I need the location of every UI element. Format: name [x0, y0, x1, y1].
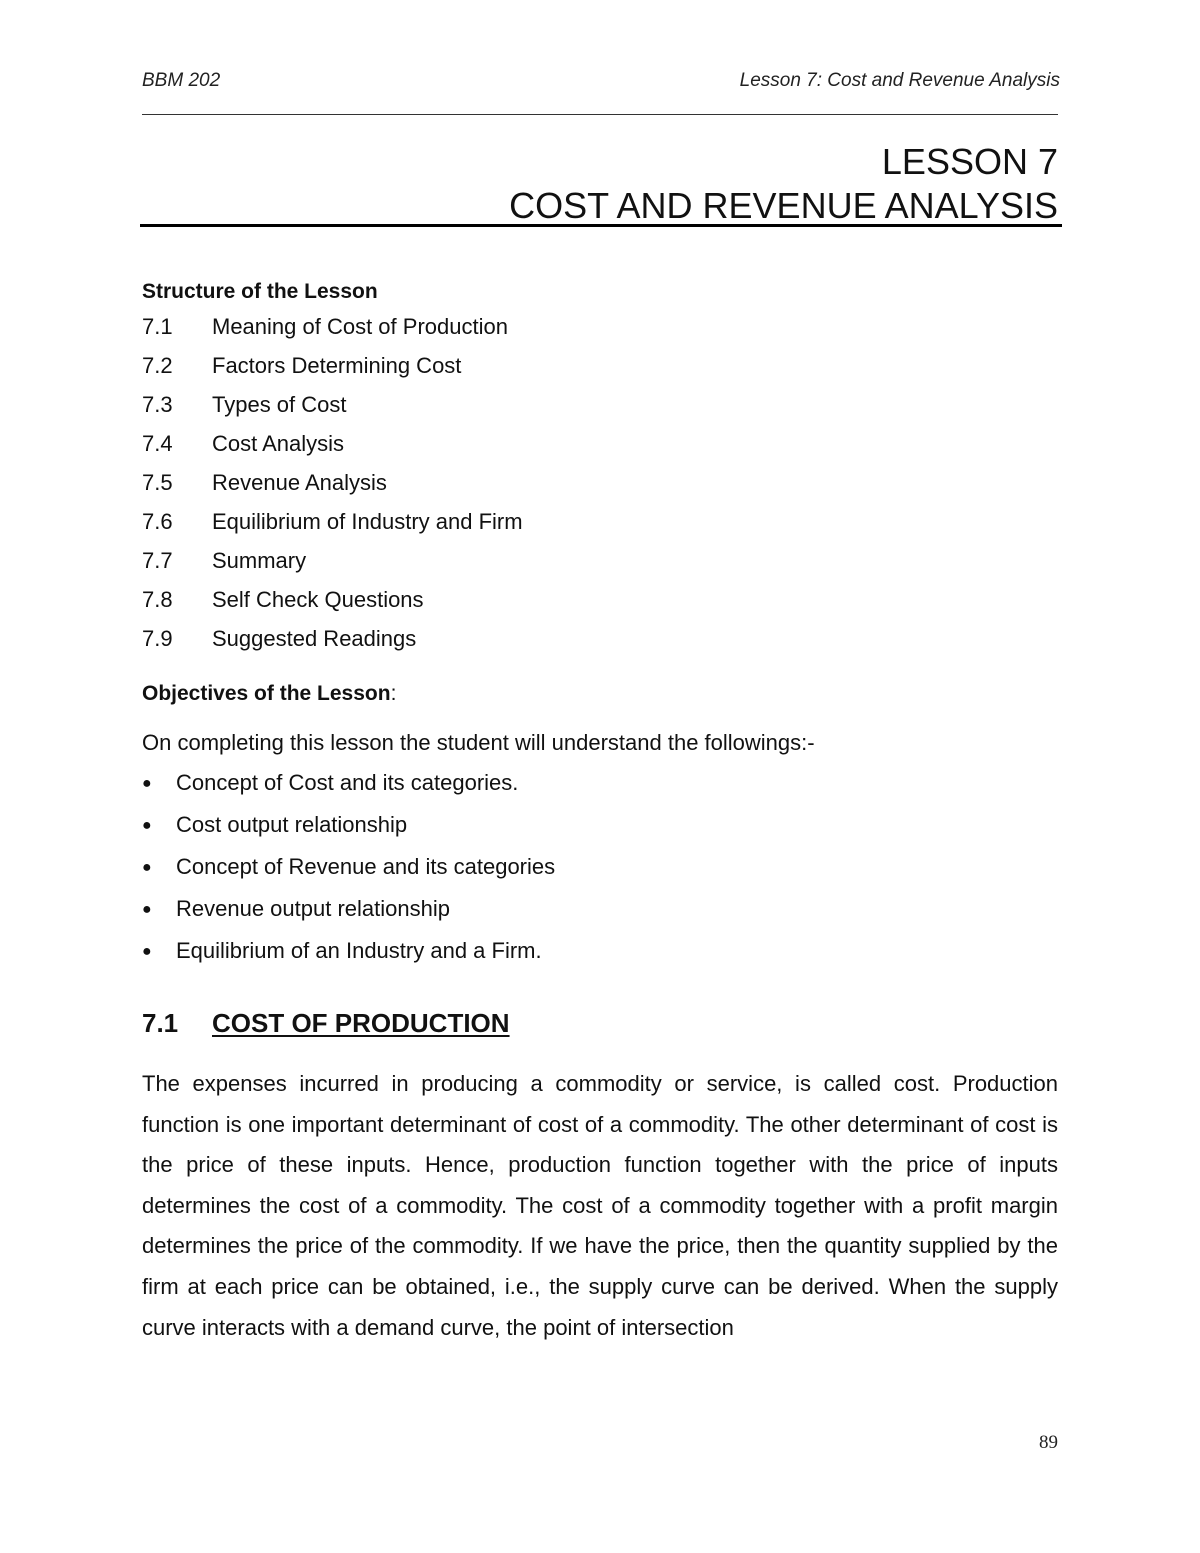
- structure-item-label: Factors Determining Cost: [212, 353, 462, 378]
- structure-item-label: Self Check Questions: [212, 587, 424, 612]
- structure-item: [142, 314, 523, 353]
- objective-text: Cost output relationship: [176, 812, 408, 837]
- bullet-icon: ●: [142, 817, 152, 834]
- section-number: 7.1: [142, 1008, 179, 1038]
- structure-item: [142, 392, 523, 431]
- objective-item: [142, 854, 555, 896]
- lesson-title: [509, 140, 1058, 228]
- structure-item: [142, 509, 523, 548]
- structure-item-label: Types of Cost: [212, 392, 347, 417]
- structure-item: [142, 548, 523, 587]
- objective-item: [142, 770, 555, 812]
- objectives-heading: [142, 682, 396, 706]
- bullet-icon: ●: [142, 943, 152, 960]
- section-paragraph: The expenses incurred in producing a commodity or service, is called cost. Production function is one important determinant of cost of a commodity. The other determinant of cost is the price of these inputs. Hence, production function together with the price of inputs determines the cost of a commodity. The cost of a commodity together with a profit margin determines the price of the commodity. If we have the price, then the quantity supplied by the firm at each price can be obtained, i.e., the supply curve can be derived. When the supply curve interacts with a demand curve, the point of intersection: [142, 1071, 1058, 1340]
- structure-item: [142, 353, 523, 392]
- title-divider: [140, 224, 1062, 227]
- structure-item-label: Cost Analysis: [212, 431, 345, 456]
- objectives-intro: On completing this lesson the student will understand the followings:-: [142, 730, 815, 755]
- structure-item-number: 7.8: [142, 587, 173, 612]
- header-divider: [142, 114, 1058, 115]
- running-header-lesson: Lesson 7: Cost and Revenue Analysis: [739, 70, 1060, 91]
- structure-item-number: 7.5: [142, 470, 173, 495]
- objective-item: [142, 938, 555, 980]
- objective-text: Concept of Cost and its categories.: [176, 770, 519, 795]
- structure-item-number: 7.2: [142, 353, 173, 378]
- structure-item: [142, 431, 523, 470]
- objective-item: [142, 896, 555, 938]
- lesson-title-name: COST AND REVENUE ANALYSIS: [509, 185, 1058, 226]
- structure-item-number: 7.9: [142, 626, 173, 651]
- structure-item-label: Suggested Readings: [212, 626, 417, 651]
- structure-item: [142, 626, 523, 665]
- structure-list: [142, 314, 523, 665]
- structure-item-number: 7.6: [142, 509, 173, 534]
- objective-text: Concept of Revenue and its categories: [176, 854, 556, 879]
- structure-item: [142, 470, 523, 509]
- objectives-list: [142, 770, 555, 980]
- section-heading: [142, 1008, 510, 1039]
- bullet-icon: ●: [142, 901, 152, 918]
- structure-item-number: 7.1: [142, 314, 173, 339]
- section-title: COST OF PRODUCTION: [212, 1008, 510, 1038]
- structure-item-number: 7.3: [142, 392, 173, 417]
- objective-text: Equilibrium of an Industry and a Firm.: [176, 938, 542, 963]
- structure-item-label: Summary: [212, 548, 307, 573]
- bullet-icon: ●: [142, 775, 152, 792]
- structure-item-label: Revenue Analysis: [212, 470, 387, 495]
- objectives-heading-colon: :: [390, 682, 397, 705]
- bullet-icon: ●: [142, 859, 152, 876]
- structure-heading: Structure of the Lesson: [142, 280, 378, 303]
- page-number: 89: [1039, 1432, 1058, 1453]
- structure-item-label: Equilibrium of Industry and Firm: [212, 509, 523, 534]
- structure-item-label: Meaning of Cost of Production: [212, 314, 508, 339]
- structure-item: [142, 587, 523, 626]
- structure-item-number: 7.7: [142, 548, 173, 573]
- structure-item-number: 7.4: [142, 431, 173, 456]
- objectives-heading-text: Objectives of the Lesson: [142, 682, 391, 705]
- objective-text: Revenue output relationship: [176, 896, 450, 921]
- lesson-title-number: LESSON 7: [881, 141, 1058, 182]
- running-header-course: BBM 202: [142, 70, 221, 91]
- objective-item: [142, 812, 555, 854]
